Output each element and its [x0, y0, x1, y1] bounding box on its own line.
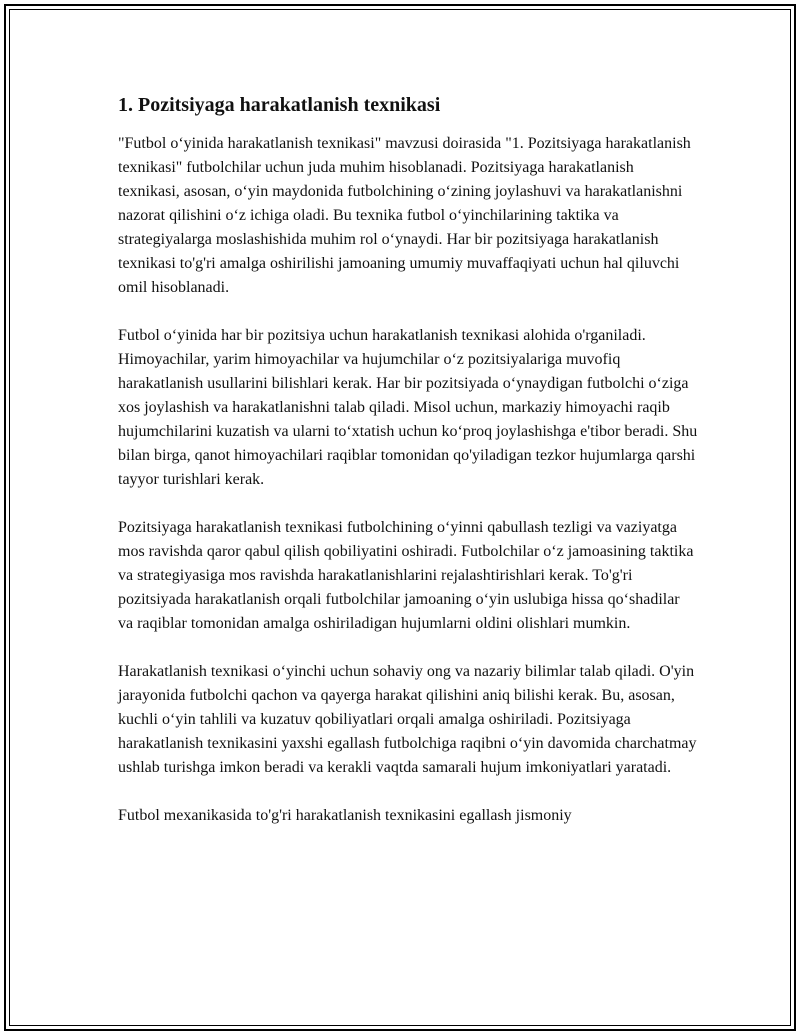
- paragraph-2: Futbol o‘yinida har bir pozitsiya uchun harakatlanish texnikasi alohida o'rganiladi. Himoyachilar, yarim himoyachilar va hujumchilar o‘z pozitsiyalariga muvofiq harakatlanish usullarini bilishlari kerak. Har bir pozitsiyada o‘ynaydigan futbolchi o‘ziga xos joylashish va harakatlanishni talab qiladi. Misol uchun, markaziy himoyachi raqib hujumchilarini kuzatish va ularni to‘xtatish uchun ko‘proq joylashishga e'tibor beradi. Shu bilan birga, qanot himoyachilari raqiblar tomonidan qo'yiladigan tezkor hujumlarga qarshi tayyor turishlari kerak.: [118, 327, 698, 488]
- paragraph-4: Harakatlanish texnikasi o‘yinchi uchun sohaviy ong va nazariy bilimlar talab qiladi. O'yin jarayonida futbolchi qachon va qayerga harakat qilishini aniq bilishi kerak. Bu, asosan, kuchli o‘yin tahlili va kuzatuv qobiliyatlari orqali amalga oshiriladi. Pozitsiyaga harakatlanish texnikasini yaxshi egallash futbolchiga raqibni o‘yin davomida charchatmay ushlab turishga imkon beradi va kerakli vaqtda samarali hujum imkoniyatlari yaratadi.: [118, 663, 697, 776]
- paragraph-3: Pozitsiyaga harakatlanish texnikasi futbolchining o‘yinni qabullash tezligi va vaziyatga mos ravishda qaror qabul qilish qobiliyatini oshiradi. Futbolchilar o‘z jamoasining taktika va strategiyasiga mos ravishda harakatlanishlarini rejalashtirishlari kerak. To'g'ri pozitsiyada harakatlanish orqali futbolchilar jamoaning o‘yin uslubiga hissa qo‘shadilar va raqiblar tomonidan amalga oshiriladigan hujumlarni oldini olishlari mumkin.: [118, 519, 694, 632]
- paragraph-5: Futbol mexanikasida to'g'ri harakatlanish texnikasini egallash jismoniy: [118, 807, 572, 824]
- section-heading: 1. Pozitsiyaga harakatlanish texnikasi: [118, 94, 441, 116]
- document-body: [118, 92, 698, 852]
- paragraph-1: "Futbol o‘yinida harakatlanish texnikasi" mavzusi doirasida "1. Pozitsiyaga harakatlanish texnikasi" futbolchilar uchun juda muhim hisoblanadi. Pozitsiyaga harakatlanish texnikasi, asosan, o‘yin maydonida futbolchining o‘zining joylashuvi va harakatlanishni nazorat qilishini o‘z ichiga oladi. Bu texnika futbol o‘yinchilarining taktika va strategiyalarga moslashishida muhim rol o‘ynaydi. Har bir pozitsiyaga harakatlanish texnikasi to'g'ri amalga oshirilishi jamoaning umumiy muvaffaqiyati uchun hal qiluvchi omil hisoblanadi.: [118, 135, 691, 296]
